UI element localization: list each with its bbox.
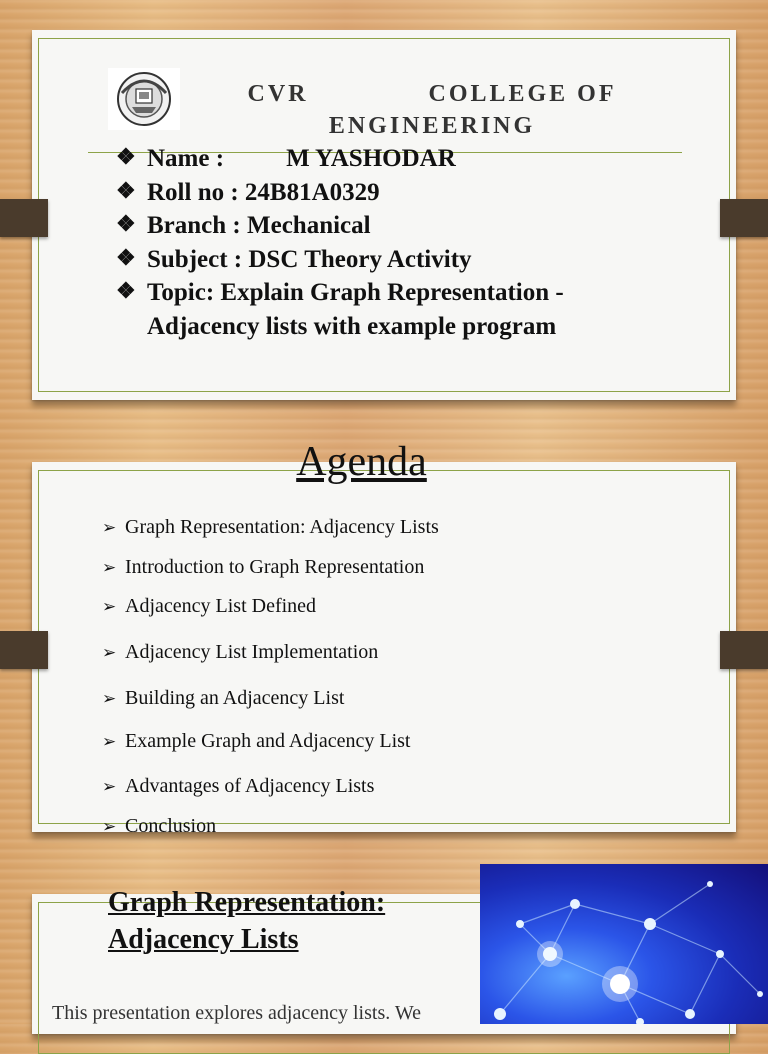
name-value: M YASHODAR — [286, 145, 456, 172]
agenda-title: Agenda — [296, 439, 427, 485]
info-item-branch — [116, 209, 617, 243]
diamond-bullet-icon: ❖ — [116, 211, 136, 236]
slide3-title: Graph Representation: Adjacency Lists — [108, 887, 386, 955]
info-item-roll — [116, 176, 617, 210]
agenda-item: ➢ Adjacency List Implementation — [102, 641, 379, 663]
agenda-item: ➢ Introduction to Graph Representation — [102, 556, 425, 578]
agenda-item: ➢ Building an Adjacency List — [102, 687, 345, 709]
student-info-list — [116, 142, 617, 343]
diamond-bullet-icon: ❖ — [116, 144, 136, 169]
branch-text: Branch : Mechanical — [147, 212, 371, 239]
roll-text: Roll no : 24B81A0329 — [147, 178, 380, 206]
agenda-item: ➢ Conclusion — [102, 815, 217, 837]
slide3-body-text: This presentation explores adjacency lists. We — [52, 1002, 422, 1024]
topic-text: Topic: Explain Graph Representation - Adjacency lists with example program — [147, 279, 564, 340]
slide-binder-tab-right — [720, 631, 768, 669]
slide-binder-tab-left — [0, 199, 48, 237]
network-nodes-image — [480, 864, 768, 1024]
subject-text: Subject : DSC Theory Activity — [147, 245, 472, 273]
college-name — [212, 78, 652, 142]
info-item-topic — [116, 276, 617, 343]
slide-binder-tab-left — [0, 631, 48, 669]
college-word-college-of: COLLEGE OF — [428, 81, 617, 107]
college-seal-icon — [108, 68, 180, 130]
slide-binder-tab-right — [720, 199, 768, 237]
diamond-bullet-icon: ❖ — [116, 244, 136, 270]
arrow-bullet-icon: ➢ — [102, 642, 117, 662]
diamond-bullet-icon: ❖ — [116, 278, 136, 303]
college-word-engineering: ENGINEERING — [328, 113, 536, 139]
arrow-bullet-icon: ➢ — [102, 517, 117, 537]
arrow-bullet-icon: ➢ — [102, 557, 117, 577]
agenda-item: ➢ Advantages of Adjacency Lists — [102, 775, 375, 797]
arrow-bullet-icon: ➢ — [102, 816, 117, 836]
info-item-name — [116, 142, 617, 176]
arrow-bullet-icon: ➢ — [102, 731, 117, 751]
diamond-bullet-icon: ❖ — [116, 177, 136, 203]
arrow-bullet-icon: ➢ — [102, 776, 117, 796]
title-slide — [32, 30, 736, 400]
college-word-cvr: CVR — [247, 81, 309, 107]
arrow-bullet-icon: ➢ — [102, 596, 117, 616]
info-item-subject — [116, 243, 617, 277]
agenda-item: ➢ Adjacency List Defined — [102, 595, 317, 617]
agenda-item: ➢ Example Graph and Adjacency List — [102, 730, 411, 752]
agenda-item: ➢ Graph Representation: Adjacency Lists — [102, 516, 439, 538]
arrow-bullet-icon: ➢ — [102, 688, 117, 708]
name-label: Name : — [147, 145, 225, 172]
